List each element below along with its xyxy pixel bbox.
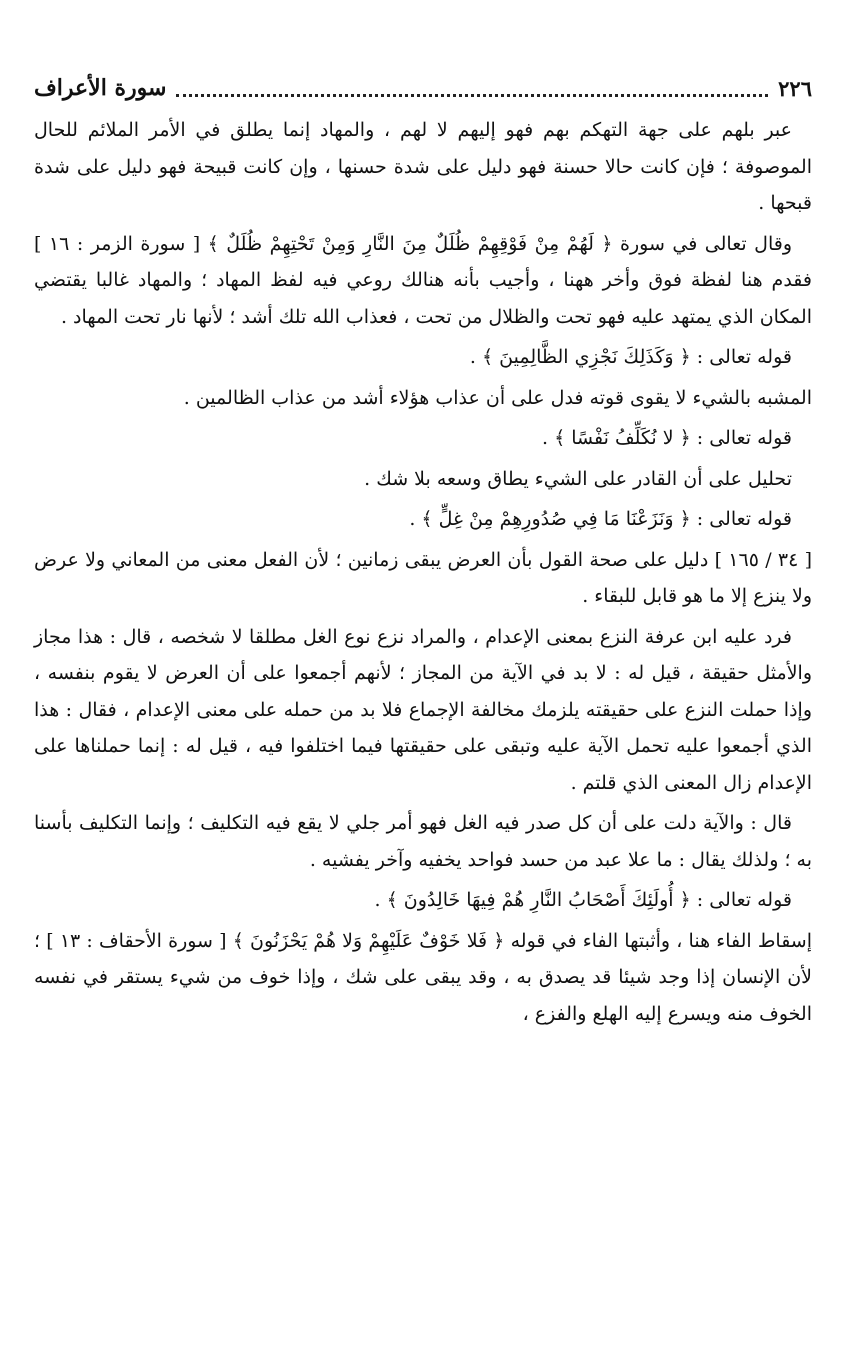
paragraph-6: فرد عليه ابن عرفة النزع بمعنى الإعدام ، والمراد نزع نوع الغل مطلقا لا شخصه ، قال : هذا مجاز والأمثل حقيقة ، قيل له : لا بد في الآية من المجاز ؛ لأنهم أجمعوا على أن العرض لا يقوم بنفسه ، وإذا حملت النزع على حقيقته يلزمك مخالفة الإجماع فلا بد من حمله على معنى الإعدام ، فقال : هذا الذي أجمعوا عليه تحمل الآية عليه وتبقى على حقيقتها فيما اختلفوا فيه ، قيل له : إنما حملناها على الإعدام زال المعنى الذي قلتم . — [34, 625, 812, 794]
paragraph-3: المشبه بالشيء لا يقوى قوته فدل على أن عذاب هؤلاء أشد من عذاب الظالمين . — [183, 386, 812, 409]
book-page — [34, 70, 812, 1036]
verse-heading-2: قوله تعالى : ﴿ لا نُكَلِّفُ نَفْسًا ﴾ . — [542, 427, 792, 449]
running-header — [34, 70, 812, 106]
verse-heading-4: قوله تعالى : ﴿ أُولَئِكَ أَصْحَابُ النَّارِ هُمْ فِيهَا خَالِدُونَ ﴾ . — [374, 889, 792, 911]
paragraph-4: تحليل على أن القادر على الشيء يطاق وسعه بلا شك . — [364, 467, 792, 490]
paragraph-7: قال : والآية دلت على أن كل صدر فيه الغل فهو أمر جلي لا يقع فيه التكليف ؛ وإنما التكليف بأسنا به ؛ ولذلك يقال : ما علا عبد من حسد فواحد يخفيه وآخر يفشيه . — [34, 812, 812, 871]
page-body — [34, 112, 812, 1032]
surah-title: سورة الأعراف — [34, 75, 167, 101]
page-number: ٢٢٦ — [778, 75, 812, 101]
paragraph-2: وقال تعالى في سورة ﴿ لَهُمْ مِنْ فَوْقِهِمْ ظُلَلٌ مِنَ النَّارِ وَمِنْ تَحْتِهِمْ ظُلَلٌ ﴾ [ سورة الزمر : ١٦ ] فقدم هنا لفظة فوق وأخر ههنا ، وأجيب بأنه هنالك روعي فيه لفظ المهاد ؛ والمهاد غالبا يقتضي المكان الذي يمتهد عليه فهو تحت والظلال من تحت ، فعذاب الله تلك أشد ؛ لأنها نار تحت المهاد . — [34, 232, 812, 328]
paragraph-5: [ ٣٤ / ١٦٥ ] دليل على صحة القول بأن العرض يبقى زمانين ؛ لأن الفعل معنى من المعاني ولا عرض ولا ينزع إلا ما هو قابل للبقاء . — [34, 548, 813, 607]
paragraph-8: إسقاط الفاء هنا ، وأثبتها الفاء في قوله ﴿ فَلا خَوْفٌ عَلَيْهِمْ وَلا هُمْ يَحْزَنُونَ ﴾ [ سورة الأحقاف : ١٣ ] ؛ لأن الإنسان إذا وجد شيئا قد يصدق به ، وقد يبقى على شك ، وإذا خوف من شيء يستقر في نفسه الخوف منه ويسرع إليه الهلع والفزع ، — [34, 929, 813, 1025]
verse-heading-1: قوله تعالى : ﴿ وَكَذَلِكَ نَجْزِي الظَّالِمِينَ ﴾ . — [469, 346, 792, 368]
header-dotted-leader — [176, 80, 768, 97]
paragraph-1: عبر بلهم على جهة التهكم بهم فهو إليهم لا لهم ، والمهاد إنما يطلق في الأمر الملائم للحال الموصوفة ؛ فإن كانت حالا حسنة فهو دليل على شدة حسنها ، وإن كانت قبيحة فهو دليل على شدة قبحها . — [34, 119, 812, 214]
verse-heading-3: قوله تعالى : ﴿ وَنَزَعْنَا مَا فِي صُدُورِهِمْ مِنْ غِلٍّ ﴾ . — [409, 508, 792, 530]
